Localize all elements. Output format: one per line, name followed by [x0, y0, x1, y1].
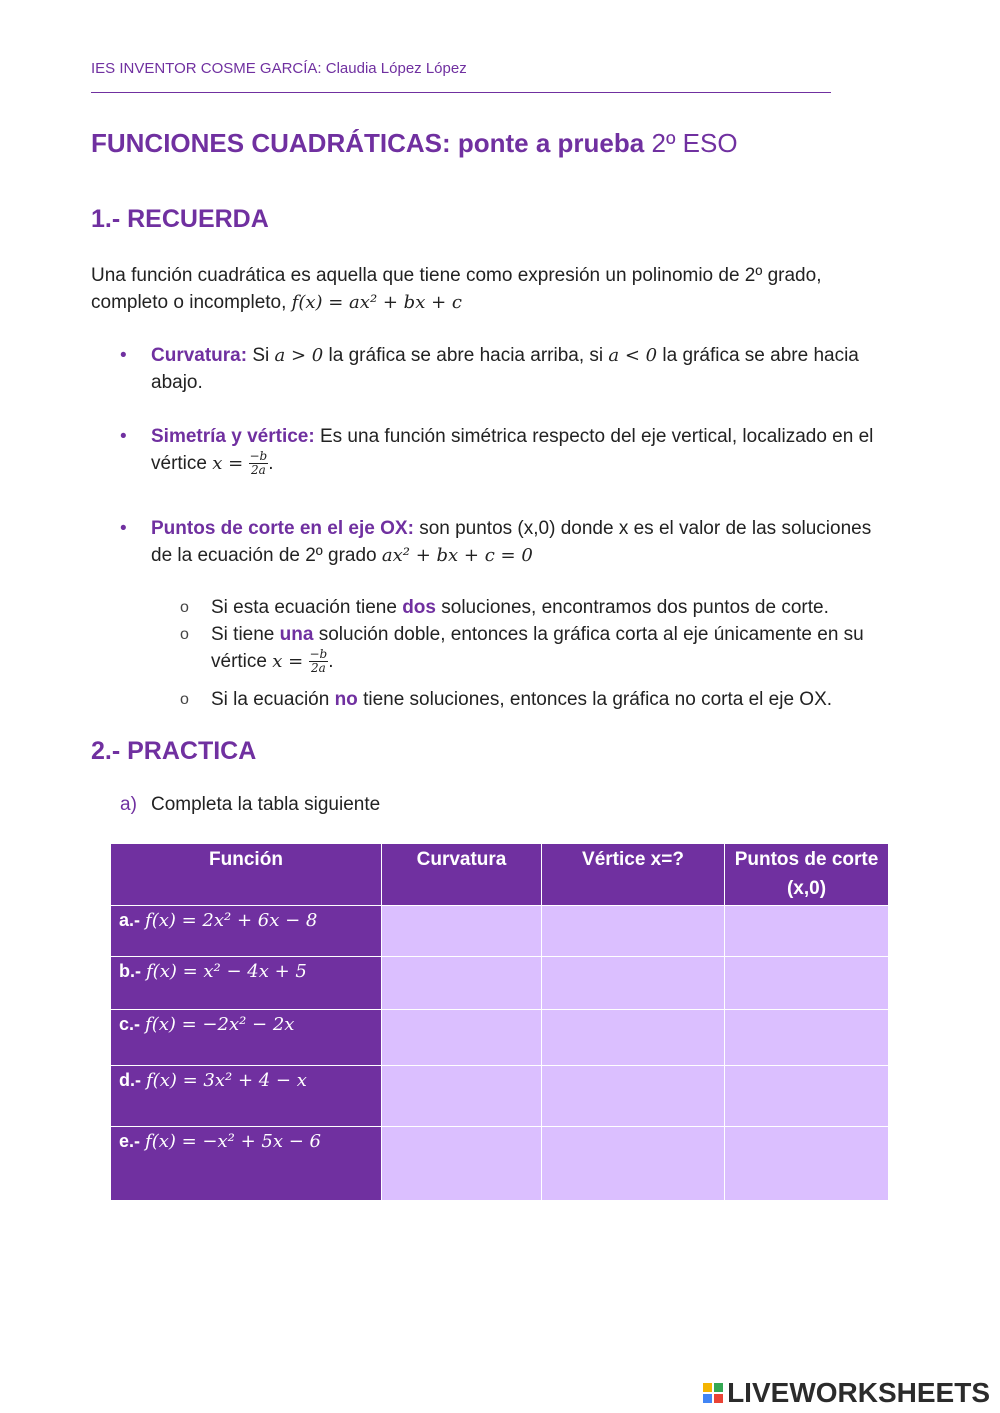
sub2-end: . — [328, 651, 334, 672]
row-label: c.- — [119, 1014, 141, 1034]
answer-puntos[interactable] — [725, 906, 889, 957]
answer-curvatura[interactable] — [382, 1010, 542, 1066]
intro-formula: f(x) = ax² + bx + c — [291, 292, 462, 313]
puntos-text2: de la ecuación de 2º grado — [151, 545, 377, 566]
exercise-label: a) — [120, 794, 137, 815]
sub-bullet-no — [211, 686, 911, 713]
page-header: IES INVENTOR COSME GARCÍA: Claudia López López — [91, 60, 467, 77]
header-curvatura: Curvatura — [382, 844, 542, 906]
curvatura-math2: a < 0 — [608, 345, 658, 366]
answer-puntos[interactable] — [725, 1066, 889, 1127]
row-label: b.- — [119, 961, 141, 981]
circle-bullet-icon: o — [180, 691, 189, 708]
simetria-label: Simetría y vértice: — [151, 426, 315, 447]
title-bold: FUNCIONES CUADRÁTICAS: ponte a prueba — [91, 128, 645, 158]
curvatura-math1: a > 0 — [274, 345, 324, 366]
sub2-text3: vértice — [211, 651, 267, 672]
curvatura-text2: la gráfica se abre hacia arriba, si — [328, 345, 604, 366]
sub3-text2: tiene soluciones, entonces la gráfica no corta el eje OX. — [363, 689, 833, 710]
exercise-instruction: Completa la tabla siguiente — [151, 794, 381, 815]
bullet-icon: • — [120, 518, 127, 539]
function-cell — [111, 957, 382, 1010]
logo-mark-icon — [703, 1383, 723, 1403]
simetria-text1: Es una función simétrica respecto del eje vertical, localizado en el — [319, 426, 874, 447]
answer-vertice[interactable] — [542, 1127, 725, 1201]
page-title — [91, 128, 738, 159]
section-heading-practica: 2.- PRACTICA — [91, 737, 257, 765]
sub-bullet-una — [211, 621, 911, 675]
header-vertice: Vértice x=? — [542, 844, 725, 906]
section-heading-recuerda: 1.- RECUERDA — [91, 205, 269, 233]
row-formula: f(x) = x² − 4x + 5 — [146, 961, 307, 982]
table-header-row — [111, 844, 889, 906]
answer-vertice[interactable] — [542, 1010, 725, 1066]
intro-line2: completo o incompleto, — [91, 292, 287, 313]
answer-puntos[interactable] — [725, 1010, 889, 1066]
simetria-text2: vértice — [151, 453, 207, 474]
sub2-text1: Si tiene — [211, 624, 275, 645]
circle-bullet-icon: o — [180, 626, 189, 643]
row-formula: f(x) = −2x² − 2x — [145, 1014, 295, 1035]
answer-vertice[interactable] — [542, 1066, 725, 1127]
intro-paragraph — [91, 262, 891, 316]
fraction-numerator: −b — [309, 647, 328, 662]
simetria-fraction — [249, 450, 269, 477]
simetria-math: x = — [212, 453, 244, 474]
bullet-curvatura — [151, 342, 911, 396]
function-cell — [111, 1010, 382, 1066]
logo-text: LIVEWORKSHEETS — [727, 1377, 990, 1408]
fraction-denominator: 2a — [310, 661, 326, 676]
fraction-denominator: 2a — [250, 463, 266, 478]
sub1-text2: soluciones, encontramos dos puntos de corte. — [441, 597, 829, 618]
row-formula: f(x) = 3x² + 4 − x — [146, 1070, 307, 1091]
puntos-label: Puntos de corte en el eje OX: — [151, 518, 414, 539]
puntos-text1: son puntos (x,0) donde x es el valor de las soluciones — [419, 518, 872, 539]
puntos-formula: ax² + bx + c = 0 — [381, 545, 533, 566]
curvatura-text3: la gráfica se abre hacia abajo. — [151, 345, 859, 393]
answer-curvatura[interactable] — [382, 906, 542, 957]
answer-curvatura[interactable] — [382, 957, 542, 1010]
answer-vertice[interactable] — [542, 957, 725, 1010]
header-puntos: Puntos de corte (x,0) — [725, 844, 889, 906]
sub2-math: x = — [272, 651, 304, 672]
table-row — [111, 957, 889, 1010]
liveworksheets-logo — [703, 1377, 990, 1409]
sub-bullet-dos — [211, 594, 911, 621]
exercise-table — [110, 843, 889, 1201]
bullet-puntos — [151, 515, 911, 569]
sub2-highlight: una — [279, 624, 314, 645]
row-label: a.- — [119, 910, 141, 930]
intro-line1: Una función cuadrática es aquella que tiene como expresión un polinomio de 2º grado, — [91, 265, 822, 286]
row-formula: f(x) = −x² + 5x − 6 — [145, 1131, 321, 1152]
answer-puntos[interactable] — [725, 1127, 889, 1201]
sub3-text1: Si la ecuación — [211, 689, 330, 710]
function-cell — [111, 906, 382, 957]
table-row — [111, 1127, 889, 1201]
header-divider — [91, 92, 831, 93]
answer-puntos[interactable] — [725, 957, 889, 1010]
circle-bullet-icon: o — [180, 599, 189, 616]
row-formula: f(x) = 2x² + 6x − 8 — [145, 910, 318, 931]
table-row — [111, 906, 889, 957]
simetria-end: . — [268, 453, 274, 474]
sub1-text1: Si esta ecuación tiene — [211, 597, 397, 618]
curvatura-text1: Si — [252, 345, 270, 366]
curvatura-label: Curvatura: — [151, 345, 248, 366]
row-label: d.- — [119, 1070, 141, 1090]
function-cell — [111, 1066, 382, 1127]
bullet-simetria — [151, 423, 911, 477]
bullet-icon: • — [120, 345, 127, 366]
row-label: e.- — [119, 1131, 141, 1151]
sub3-highlight: no — [334, 689, 358, 710]
sub2-text2: solución doble, entonces la gráfica corta al eje únicamente en su — [318, 624, 864, 645]
answer-vertice[interactable] — [542, 906, 725, 957]
function-cell — [111, 1127, 382, 1201]
table-row — [111, 1066, 889, 1127]
sub2-fraction — [309, 648, 329, 675]
title-grade: 2º ESO — [651, 128, 738, 158]
sub1-highlight: dos — [402, 597, 436, 618]
bullet-icon: • — [120, 426, 127, 447]
table-row — [111, 1010, 889, 1066]
fraction-numerator: −b — [249, 449, 268, 464]
answer-curvatura[interactable] — [382, 1066, 542, 1127]
answer-curvatura[interactable] — [382, 1127, 542, 1201]
header-funcion: Función — [111, 844, 382, 906]
